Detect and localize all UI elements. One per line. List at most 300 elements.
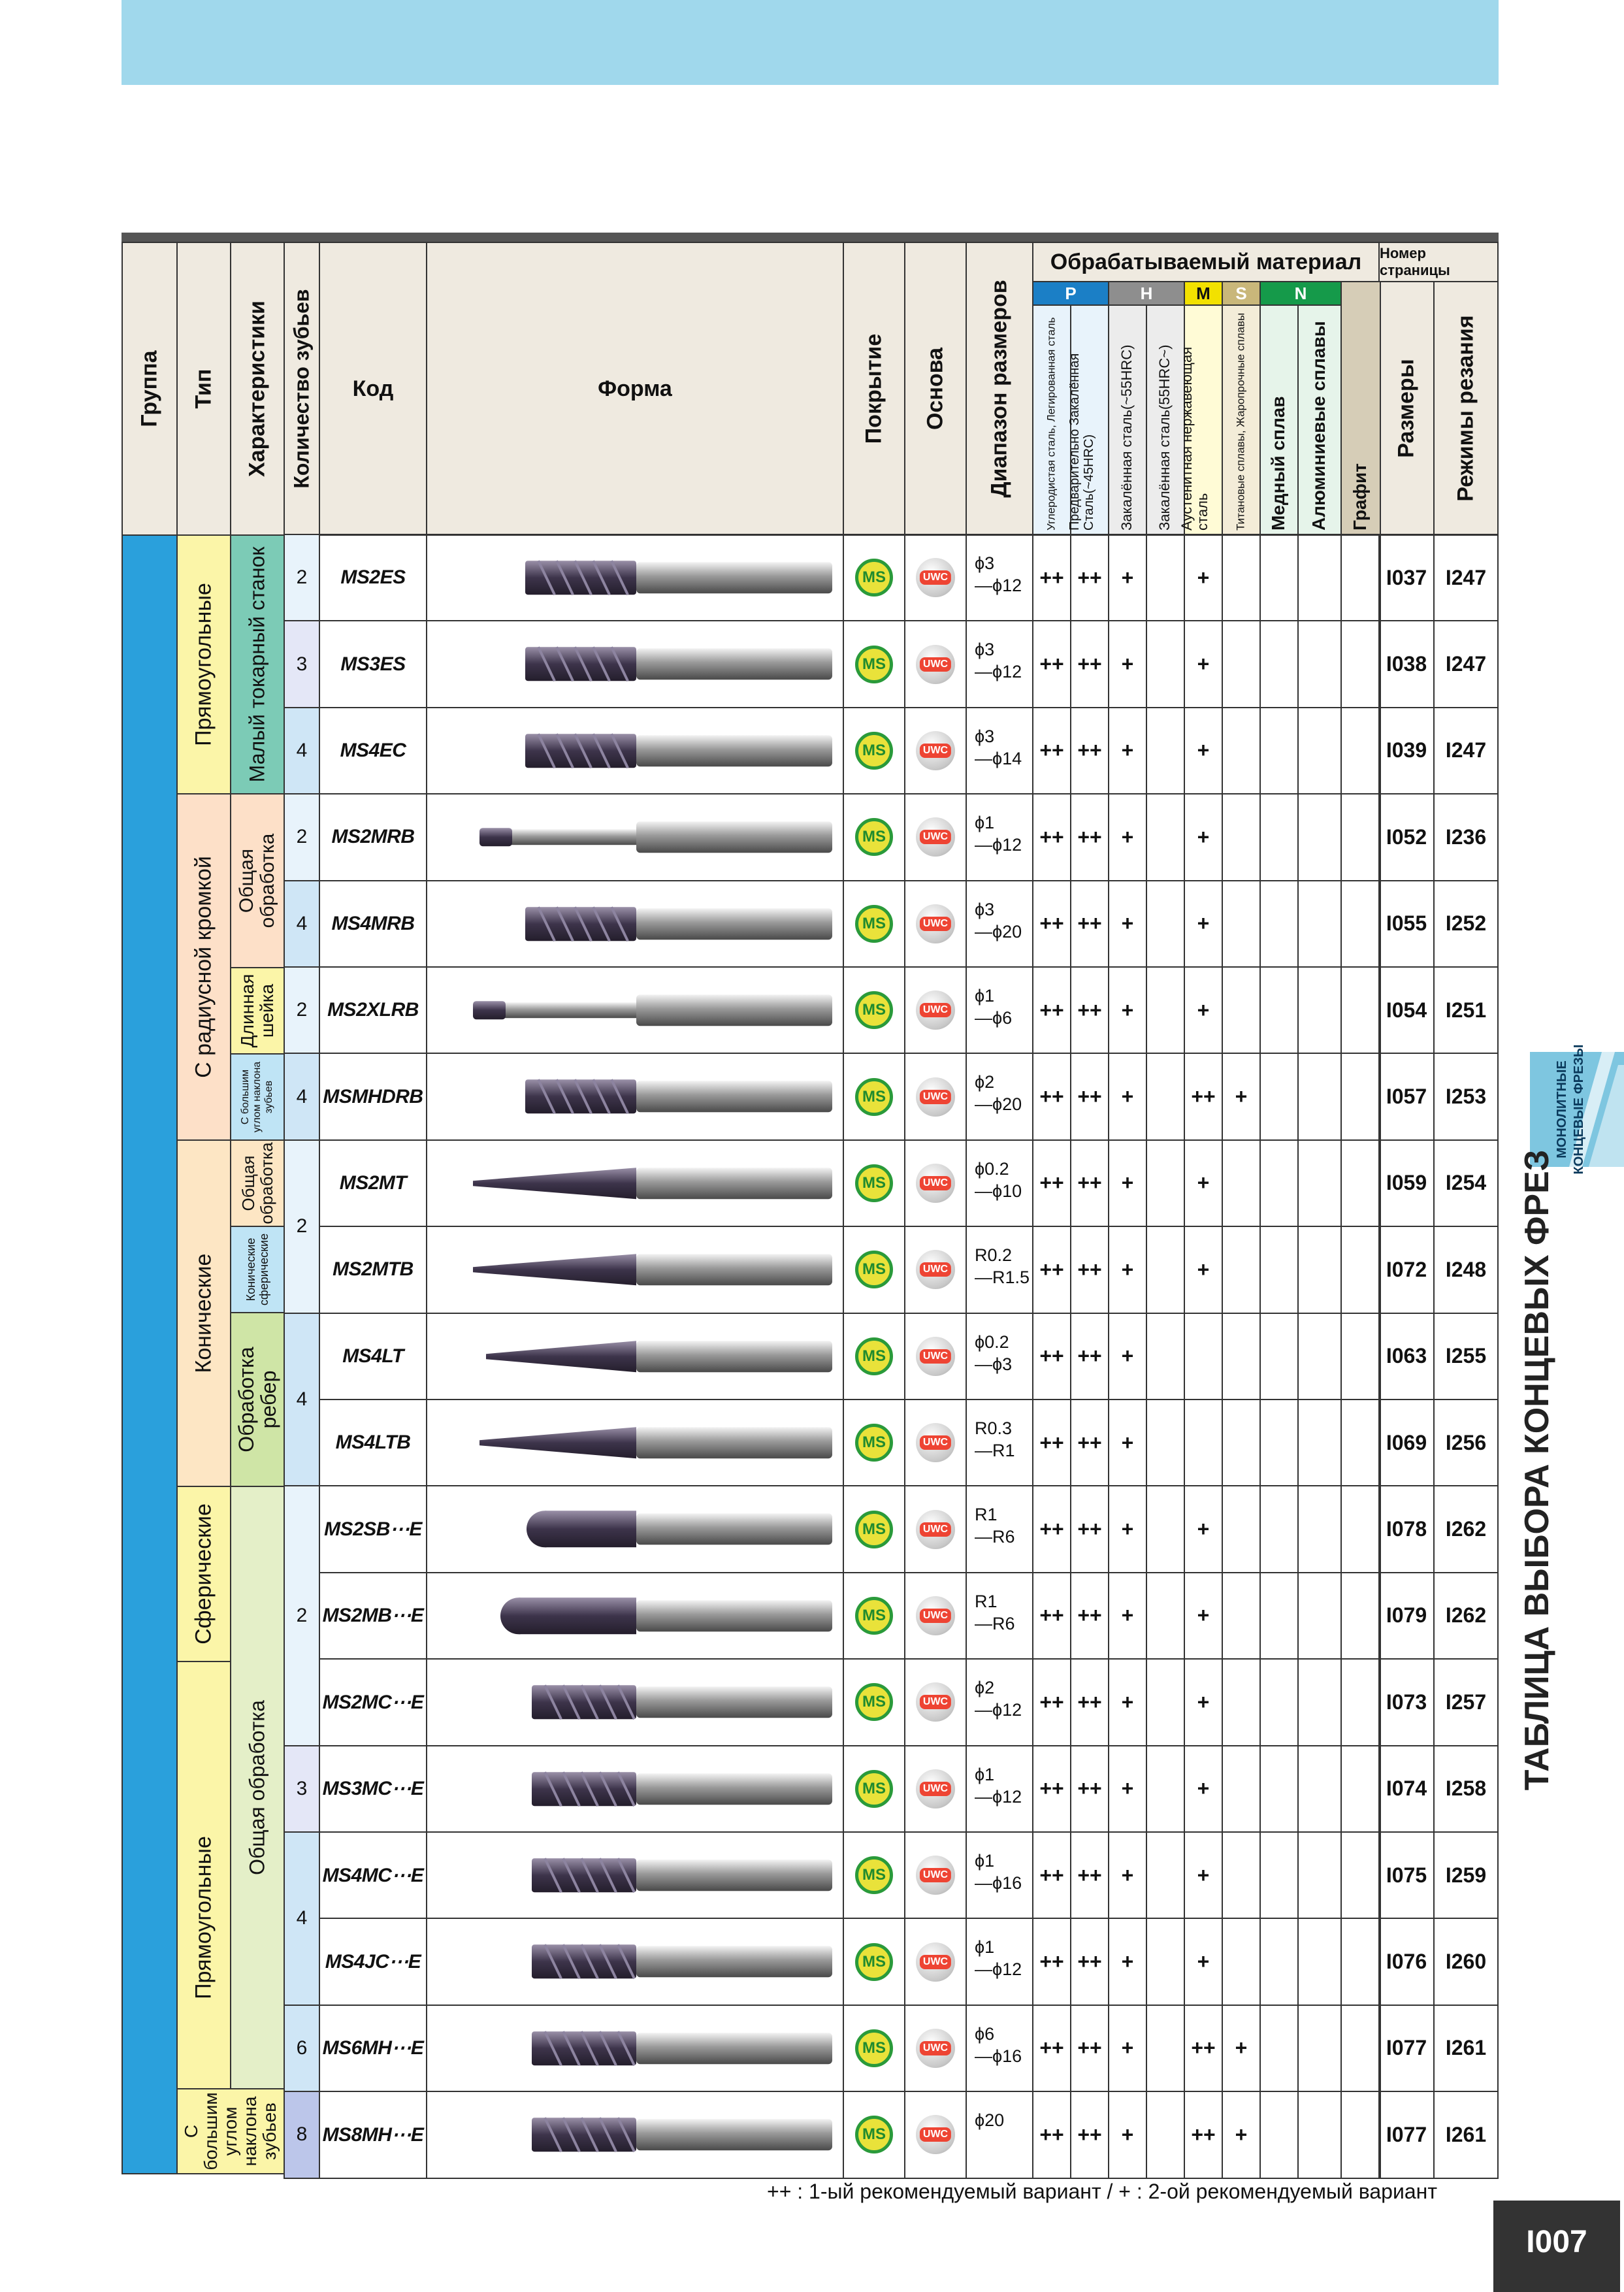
material-mark: + (1222, 2091, 1261, 2178)
size-range-min: ϕ1 (975, 1764, 995, 1784)
material-mark: ++ (1032, 534, 1071, 621)
material-mark: ++ (1032, 2005, 1071, 2092)
uwc-label: UWC (920, 1522, 951, 1537)
material-mark (1146, 1831, 1185, 1919)
material-mark: + (1108, 1053, 1147, 1140)
material-col-header (1259, 304, 1299, 536)
size-range (966, 1745, 1033, 1833)
dimensions-page-link[interactable]: I059 (1378, 1139, 1435, 1227)
feature-small-lathe (230, 534, 285, 794)
material-mark (1259, 707, 1299, 794)
material-mark: ++ (1070, 793, 1109, 881)
teeth-count: 2 (284, 793, 320, 881)
tool-image (426, 1918, 844, 2005)
teeth-count: 4 (284, 707, 320, 794)
header-dimensions-label: Размеры (1393, 359, 1419, 458)
material-mark (1146, 2005, 1185, 2092)
size-range-min: ϕ3 (975, 553, 995, 573)
size-range-max: —ϕ12 (975, 1959, 1022, 1980)
product-code: MS8MH⋯E (319, 2091, 427, 2178)
dimensions-page-link[interactable]: I077 (1378, 2005, 1435, 2092)
product-code: MSMHDRB (319, 1053, 427, 1140)
coating-cell (843, 2005, 905, 2092)
material-mark (1259, 880, 1299, 968)
header-teeth-label: Количество зубьев (289, 289, 314, 489)
size-range-min: ϕ3 (975, 726, 995, 746)
material-mark: ++ (1070, 1658, 1109, 1746)
base-cell (904, 1313, 967, 1400)
type-ball (176, 1486, 231, 1662)
base-cell (904, 707, 967, 794)
uwc-base-icon (916, 2115, 955, 2154)
end-mill-drawing (427, 708, 843, 793)
size-range-max: —ϕ6 (975, 1008, 1013, 1028)
coating-cell (843, 1918, 905, 2005)
product-code: MS2XLRB (319, 966, 427, 1054)
dimensions-page-link[interactable]: I052 (1378, 793, 1435, 881)
size-range (966, 1572, 1033, 1660)
tool-shank (636, 1081, 832, 1113)
coating-cell (843, 534, 905, 621)
feature-label: Обработка ребер (235, 1347, 280, 1452)
material-mark (1340, 1053, 1381, 1140)
material-mark (1146, 1745, 1185, 1833)
size-range-min: ϕ3 (975, 640, 995, 660)
dimensions-page-link[interactable]: I079 (1378, 1572, 1435, 1660)
header-material (1032, 242, 1380, 282)
teeth-count: 3 (284, 1745, 320, 1833)
tool-image (426, 966, 844, 1054)
uwc-label: UWC (920, 1609, 951, 1623)
cutting-page-link[interactable]: I255 (1433, 1313, 1499, 1400)
tool-shank (636, 562, 832, 593)
base-cell (904, 1226, 967, 1313)
material-mark: + (1184, 620, 1223, 708)
material-mark: ++ (1032, 1658, 1071, 1746)
material-mark (1297, 880, 1342, 968)
uwc-base-icon (916, 1423, 955, 1462)
product-code: MS4LTB (319, 1399, 427, 1486)
size-range (966, 2091, 1033, 2178)
dimensions-page-link[interactable]: I074 (1378, 1745, 1435, 1833)
material-mark (1297, 2091, 1342, 2178)
teeth-count: 2 (284, 1485, 320, 1746)
feature-label: Малый токарный станок (245, 546, 269, 783)
size-range-min: ϕ1 (975, 813, 995, 833)
dimensions-page-link[interactable]: I039 (1378, 707, 1435, 794)
material-mark (1259, 1658, 1299, 1746)
material-mark (1297, 1485, 1342, 1573)
uwc-base-icon (916, 1596, 955, 1635)
header-features (230, 242, 285, 536)
end-mill-drawing (427, 621, 843, 706)
cutting-page-link[interactable]: I236 (1433, 793, 1499, 881)
material-mark: ++ (1070, 1831, 1109, 1919)
size-range (966, 880, 1033, 968)
base-cell (904, 1572, 967, 1660)
product-code: MS2MB⋯E (319, 1572, 427, 1660)
cutting-page-link[interactable]: I259 (1433, 1831, 1499, 1919)
cutting-page-link[interactable]: I247 (1433, 707, 1499, 794)
size-range (966, 1313, 1033, 1400)
material-mark: + (1108, 1399, 1147, 1486)
coating-cell (843, 1485, 905, 1573)
material-mark: + (1108, 1658, 1147, 1746)
coating-cell (843, 1745, 905, 1833)
end-mill-drawing (427, 1660, 843, 1744)
uwc-base-icon (916, 1077, 955, 1117)
coating-cell (843, 1399, 905, 1486)
material-mark: ++ (1032, 1745, 1071, 1833)
material-mark: ++ (1070, 1745, 1109, 1833)
ms-coating-icon: MS (855, 905, 893, 943)
uwc-base-icon (916, 1510, 955, 1549)
dimensions-page-link[interactable]: I038 (1378, 620, 1435, 708)
coating-cell (843, 880, 905, 968)
material-mark (1259, 1572, 1299, 1660)
end-mill-drawing (427, 1833, 843, 1918)
dimensions-page-link[interactable]: I057 (1378, 1053, 1435, 1140)
material-mark: + (1184, 1918, 1223, 2005)
ms-coating-icon: MS (855, 1337, 893, 1375)
feature-rib (230, 1312, 285, 1487)
size-range-max: —ϕ12 (975, 576, 1022, 595)
size-range-min: ϕ3 (975, 899, 995, 919)
base-cell (904, 2091, 967, 2178)
coating-cell (843, 1572, 905, 1660)
end-mill-drawing (427, 1314, 843, 1399)
material-mark (1259, 534, 1299, 621)
feature-high-helix-radius (230, 1053, 285, 1141)
material-mark (1340, 1658, 1381, 1746)
material-label: Аустенитная нержавеющая сталь (1178, 346, 1210, 531)
material-mark: + (1108, 534, 1147, 621)
size-range-min: ϕ6 (975, 2023, 995, 2044)
header-type (176, 242, 231, 536)
material-col-header (1297, 304, 1342, 536)
cutting-page-link[interactable]: I260 (1433, 1918, 1499, 2005)
header-shape-label: Форма (598, 376, 672, 401)
uwc-label: UWC (920, 1868, 951, 1882)
material-mark (1259, 2091, 1299, 2178)
material-mark (1222, 793, 1261, 881)
tool-image (426, 1053, 844, 1140)
material-mark (1222, 1831, 1261, 1919)
uwc-label: UWC (920, 570, 951, 585)
material-mark (1340, 2005, 1381, 2092)
cutting-page-link[interactable]: I258 (1433, 1745, 1499, 1833)
cutting-page-link[interactable]: I262 (1433, 1485, 1499, 1573)
cutting-page-link[interactable]: I256 (1433, 1399, 1499, 1486)
ms-coating-icon: MS (855, 2029, 893, 2067)
material-mark: + (1108, 1226, 1147, 1313)
cutting-page-link[interactable]: I251 (1433, 966, 1499, 1054)
teeth-count: 2 (284, 534, 320, 621)
end-mill-drawing (427, 1486, 843, 1571)
dimensions-page-link[interactable]: I076 (1378, 1918, 1435, 2005)
material-mark: ++ (1070, 1053, 1109, 1140)
ms-coating-icon: MS (855, 1856, 893, 1894)
ms-coating-icon: MS (855, 818, 893, 856)
material-mark (1340, 2091, 1381, 2178)
material-mark (1297, 1399, 1342, 1486)
material-mark: + (1184, 707, 1223, 794)
header-shape (426, 242, 844, 536)
coating-cell (843, 1658, 905, 1746)
size-range-min: ϕ0.2 (975, 1158, 1009, 1179)
tool-image (426, 1485, 844, 1573)
size-range-max: —ϕ3 (975, 1354, 1013, 1374)
ms-coating-icon: MS (855, 2116, 893, 2153)
material-mark (1340, 1313, 1381, 1400)
cutting-page-link[interactable]: I257 (1433, 1658, 1499, 1746)
cutting-page-link[interactable]: I252 (1433, 880, 1499, 968)
uwc-base-icon (916, 1856, 955, 1895)
uwc-base-icon (916, 1942, 955, 1982)
cutting-page-link[interactable]: I253 (1433, 1053, 1499, 1140)
material-mark (1222, 620, 1261, 708)
product-code: MS2SB⋯E (319, 1485, 427, 1573)
material-mark (1146, 880, 1185, 968)
uwc-base-icon (916, 1337, 955, 1376)
material-mark: + (1108, 1572, 1147, 1660)
material-col-header (1032, 304, 1071, 536)
size-range-min: R0.3 (975, 1418, 1013, 1438)
material-mark (1297, 1313, 1342, 1400)
dimensions-page-link[interactable]: I054 (1378, 966, 1435, 1054)
material-mark (1222, 1658, 1261, 1746)
base-cell (904, 1831, 967, 1919)
material-mark (1340, 1831, 1381, 1919)
size-range (966, 966, 1033, 1054)
dimensions-page-link[interactable]: I075 (1378, 1831, 1435, 1919)
feature-label: С большим углом наклона зубьев (181, 2092, 280, 2170)
tool-ball-tip (500, 1597, 537, 1634)
uwc-label: UWC (920, 1349, 951, 1364)
teeth-count: 4 (284, 1831, 320, 2006)
material-mark: + (1108, 620, 1147, 708)
dimensions-page-link[interactable]: I055 (1378, 880, 1435, 968)
end-mill-drawing (427, 968, 843, 1053)
product-code: MS3ES (319, 620, 427, 708)
material-mark (1297, 1918, 1342, 2005)
material-mark (1146, 707, 1185, 794)
tool-image (426, 1658, 844, 1746)
material-mark: + (1108, 1139, 1147, 1227)
ms-coating-icon: MS (855, 732, 893, 770)
material-mark (1297, 1658, 1342, 1746)
table-top-rule (122, 233, 1499, 242)
material-mark (1340, 880, 1381, 968)
footnote: ++ : 1-ый рекомендуемый вариант / + : 2-ой рекомендуемый вариант (767, 2180, 1437, 2203)
header-size-range-label: Диапазон размеров (986, 280, 1012, 498)
cutting-page-link[interactable]: I247 (1433, 534, 1499, 621)
uwc-label: UWC (920, 1435, 951, 1450)
size-range (966, 534, 1033, 621)
page-number-box (1493, 2201, 1620, 2292)
material-mark (1146, 1399, 1185, 1486)
cutting-page-link[interactable]: I261 (1433, 2091, 1499, 2178)
tool-shank (636, 2033, 832, 2064)
material-mark (1259, 1745, 1299, 1833)
material-mark: + (1184, 1485, 1223, 1573)
end-mill-drawing (427, 2006, 843, 2091)
material-mark (1259, 793, 1299, 881)
uwc-label: UWC (920, 1262, 951, 1277)
material-mark (1184, 1399, 1223, 1486)
end-mill-drawing (427, 1919, 843, 2004)
base-cell (904, 966, 967, 1054)
material-col-header (1108, 304, 1147, 536)
material-mark: ++ (1032, 1053, 1071, 1140)
tool-image (426, 1831, 844, 1919)
base-cell (904, 620, 967, 708)
material-mark: + (1184, 1831, 1223, 1919)
material-mark (1259, 1831, 1299, 1919)
material-mark: ++ (1070, 1313, 1109, 1400)
feature-long-neck (230, 967, 285, 1055)
ms-coating-icon: MS (855, 1511, 893, 1548)
tool-ball-tip (527, 1511, 563, 1548)
teeth-count: 4 (284, 1313, 320, 1487)
material-mark (1297, 1572, 1342, 1660)
teeth-count: 3 (284, 620, 320, 708)
teeth-count: 4 (284, 880, 320, 968)
material-mark: ++ (1070, 534, 1109, 621)
size-range (966, 707, 1033, 794)
tool-image (426, 1399, 844, 1486)
material-mark: ++ (1032, 2091, 1071, 2178)
size-range-min: ϕ0.2 (975, 1332, 1009, 1352)
material-mark: ++ (1070, 1226, 1109, 1313)
material-mark (1146, 1658, 1185, 1746)
feature-general-conical (230, 1139, 285, 1227)
material-mark (1259, 620, 1299, 708)
material-mark (1340, 1485, 1381, 1573)
tool-shank (636, 1427, 832, 1458)
size-range (966, 1053, 1033, 1140)
material-label: Закалённая сталь(~55HRC) (1118, 344, 1135, 531)
dimensions-page-link[interactable]: I072 (1378, 1226, 1435, 1313)
material-col-header (1067, 304, 1109, 536)
size-range-min: R0.2 (975, 1245, 1013, 1266)
material-mark: + (1108, 2091, 1147, 2178)
product-code: MS2MTB (319, 1226, 427, 1313)
material-mark (1297, 620, 1342, 708)
cutting-page-link[interactable]: I254 (1433, 1139, 1499, 1227)
material-mark: ++ (1070, 2091, 1109, 2178)
material-mark (1146, 1053, 1185, 1140)
dimensions-page-link[interactable]: I078 (1378, 1485, 1435, 1573)
end-mill-drawing (427, 1573, 843, 1658)
material-mark: ++ (1032, 1399, 1071, 1486)
material-mark (1146, 793, 1185, 881)
coating-cell (843, 1139, 905, 1227)
material-mark: ++ (1032, 1313, 1071, 1400)
cutting-page-link[interactable]: I261 (1433, 2005, 1499, 2092)
dimensions-page-link[interactable]: I063 (1378, 1313, 1435, 1400)
material-mark (1297, 793, 1342, 881)
selection-table (122, 242, 1499, 2174)
header-group (122, 242, 178, 536)
material-mark (1340, 1139, 1381, 1227)
material-mark: ++ (1184, 2091, 1223, 2178)
feature-label: Длинная шейка (237, 974, 277, 1048)
header-code-label: Код (352, 376, 394, 401)
tool-shank (636, 649, 832, 680)
tool-shank (636, 2119, 832, 2150)
type-label: С радиусной кромкой (191, 856, 216, 1078)
tool-head (473, 1001, 506, 1019)
material-mark (1146, 534, 1185, 621)
size-range-max: —ϕ12 (975, 1786, 1022, 1807)
material-mark (1222, 880, 1261, 968)
coating-cell (843, 2091, 905, 2178)
material-mark: ++ (1070, 966, 1109, 1054)
material-mark: + (1108, 1918, 1147, 2005)
material-group-h: H (1108, 281, 1185, 306)
dimensions-page-link[interactable]: I069 (1378, 1399, 1435, 1486)
cutting-page-link[interactable]: I247 (1433, 620, 1499, 708)
material-mark (1259, 1399, 1299, 1486)
tool-shank (636, 821, 832, 853)
page-number: I007 (1526, 2225, 1587, 2259)
material-mark (1297, 1745, 1342, 1833)
uwc-base-icon (916, 817, 955, 857)
size-range (966, 1831, 1033, 1919)
end-mill-drawing (427, 881, 843, 966)
group-band (122, 534, 178, 2174)
size-range (966, 1485, 1033, 1573)
ms-coating-icon: MS (855, 1424, 893, 1462)
material-mark (1146, 966, 1185, 1054)
base-cell (904, 1485, 967, 1573)
material-mark (1259, 1485, 1299, 1573)
material-mark (1222, 707, 1261, 794)
material-mark (1259, 1226, 1299, 1313)
ms-coating-icon: MS (855, 1251, 893, 1288)
end-mill-drawing (427, 794, 843, 879)
uwc-label: UWC (920, 917, 951, 931)
type-label: Сферические (191, 1503, 216, 1645)
dimensions-page-link[interactable]: I077 (1378, 2091, 1435, 2178)
ms-coating-icon: MS (855, 646, 893, 683)
header-base (904, 242, 967, 536)
material-label: Титановые сплавы, Жаропрочные сплавы (1234, 312, 1247, 531)
dimensions-page-link[interactable]: I037 (1378, 534, 1435, 621)
material-mark (1184, 1313, 1223, 1400)
tool-head (473, 1254, 636, 1285)
ms-coating-icon: MS (855, 991, 893, 1029)
material-label: Предварительно Закалённая Сталь(~45HRC) (1067, 353, 1096, 531)
ms-coating-icon: MS (855, 1770, 893, 1808)
cutting-page-link[interactable]: I262 (1433, 1572, 1499, 1660)
material-mark (1340, 707, 1381, 794)
size-range-min: ϕ1 (975, 986, 995, 1006)
end-mill-drawing (427, 1141, 843, 1226)
material-mark (1297, 1139, 1342, 1227)
material-mark: + (1108, 2005, 1147, 2092)
teeth-count: 2 (284, 1139, 320, 1314)
tool-image (426, 880, 844, 968)
size-range (966, 620, 1033, 708)
tool-head (486, 1341, 636, 1372)
material-mark (1146, 1918, 1185, 2005)
dimensions-page-link[interactable]: I073 (1378, 1658, 1435, 1746)
size-range-max: —R1.5 (975, 1268, 1030, 1288)
header-size-range (966, 242, 1033, 536)
cutting-page-link[interactable]: I248 (1433, 1226, 1499, 1313)
